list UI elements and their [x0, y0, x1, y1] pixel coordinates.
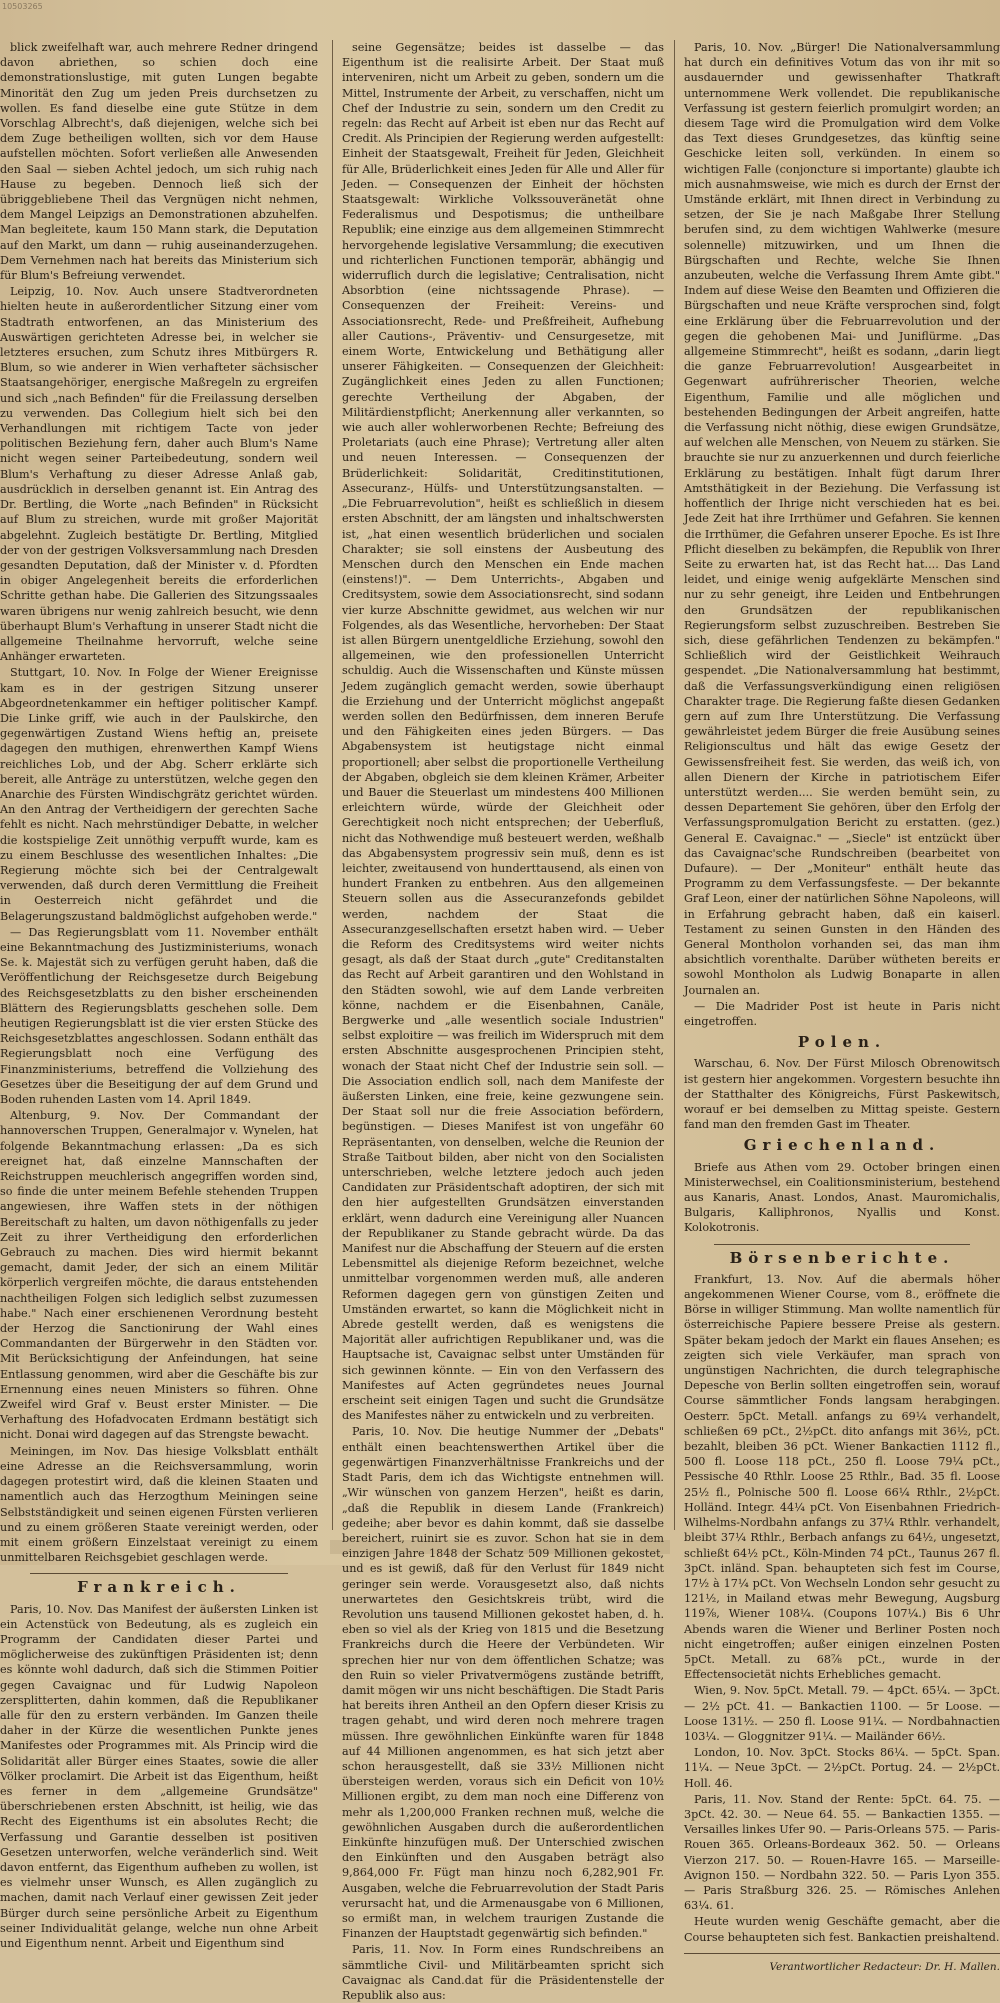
column-right-paragraphs [684, 40, 1000, 1029]
market-report-paragraph: Heute wurden wenig Geschäfte gemacht, aber die Course behaupteten sich fest. Bankactien preishaltend. [684, 1915, 1000, 1944]
editor-credit: Verantwortlicher Redacteur: Dr. H. Mallen. [684, 1953, 1000, 1975]
article-paragraph: Paris, 10. Nov. „Bürger! Die Nationalversammlung hat durch ein definitives Votum das von ihr mit so ausdauernder und gewissenhafter Thatkraft unternommene Werk vollendet. Die republikanische Verfassung ist gestern feierlich promulgirt worden; an diesem Tage wird die Promulgation wird dem Volke das Text dieses Grundgesetzes, das künftig seine Geschicke leiten soll, verkünden. In einem so wichtigen Falle (conjoncture si importante) glaubte ich mich ausnahmsweise, wie mich es durch der Ernst der Umstände erklärt, mit Ihnen direct in Verbindung zu setzen, der Sie je nach Maßgabe Ihrer Stellung berufen sind, zu dem wichtigen Wahlwerke (mesure solennelle) mitzuwirken, und um Ihnen die Bürgschaften und Rechte, welche Sie Ihnen anzubeuten, welche die Verfassung Ihrem Amte gibt." Indem auf diese Weise den Beamten und Offizieren die Bürgschaften und neue Kräfte versprochen sind, folgt eine Erklärung über die Februarrevolution und der gegen die gehobenen Mai- und Juniflürme. „Das allgemeine Stimmrecht", heißt es sodann, „darin liegt die ganze Februarrevolution! Ausgearbeitet in Gegenwart aufrührerischer Theorien, welche Eigenthum, Familie und alle möglichen und bestehenden Bedingungen der Arbeit angreifen, hatte die Verfassung nicht nöthig, diese ewigen Grundsätze, auf welchen alle Menschen, von Neuem zu stärken. Sie brauchte sie nur zu anzuerkennen und durch feierliche Erklärung zu bestätigen. Inhalt fügt darum Ihrer Amtsthätigkeit in der Beziehung. Die Verfassung ist hoffentlich der Ihrige nicht verschieden hat es bei. Jede Zeit hat ihre Irrthümer und Gefahren. Sie kennen die Irrthümer, die Gefahren unserer Epoche. Es ist Ihre Pflicht dieselben zu bekämpfen, die Republik von Ihrer Seite zu erwarten hat, ist das Recht hat.... Das Land leidet, und einige wenig aufgeklärte Menschen sind nur zu sehr geneigt, ihre Leiden und Entbehrungen den Grundsätzen der republikanischen Regierungsform selbst zuzuschreiben. Bestreben Sie sich, diese gefährlichen Tendenzen zu bekämpfen." Schließlich wird der Geistlichkeit Weihrauch gespendet. „Die Nationalversammlung hat bestimmt, daß die Verfassungsverkündigung einen religiösen Charakter trage. Die Regierung faßte diesen Gedanken gern auf zum Ihre Unterstützung. Die Verfassung gewährleistet jedem Bürger die freie Ausübung seines Religionscultus und hält das ewige Gesetz der Gewissensfreiheit fest. Sie werden, das weiß ich, von allen Dienern der Kirche in patriotischem Eifer unterstützt werden.... Sie werden bemüht sein, zu dessen Departement Sie gehören, über den Erfolg der Verfassungspromulgation Bericht zu erstatten. (gez.) General E. Cavaignac." — „Siecle" ist entzückt über das Cavaignac'sche Rundschreiben (bearbeitet von Dufaure). — Der „Moniteur" enthält heute das Programm zu dem Verfassungsfeste. — Der bekannte Graf Leon, einer der natürlichen Söhne Napoleons, will in Erfahrung gebracht haben, daß ein kaiserl. Testament zu seinen Gunsten in den Händen des General Montholon vorhanden sei, das man ihm absichtlich vorenthalte. Darüber wütheten bereits er sowohl Montholon als Ludwig Bonaparte in allen Journalen an. [684, 41, 1000, 997]
column-rule [674, 40, 675, 1530]
market-reports [684, 1272, 1000, 1945]
section-heading-griechenland: Griechenland. [743, 1136, 941, 1155]
article-paragraph: Paris, 10. Nov. Die heutige Nummer der „Debats" enthält einen beachtenswerthen Artikel über die gegenwärtigen Finanzverhältnisse Frankreichs und der Stadt Paris, dem ich das Wichtigste entnehmen will. „Wir wünschen von ganzem Herzen", heißt es darin, „daß die Republik in diesem Lande (Frankreich) gedeihe; aber bevor es dahin kommt, daß sie dasselbe bereichert, ruinirt sie es zuvor. Schon hat sie in dem einzigen Jahre 1848 der Schatz 509 Millionen gekostet, und es ist gewiß, daß für den Verlust für 1849 nicht geringer sein werde. Vorausgesetzt also, daß nichts unerwartetes den Gesichtskreis trübt, wird die Revolution uns tausend Millionen gekostet haben, d. h. eben so viel als der Krieg von 1815 und die Besetzung Frankreichs durch die Heere der Verbündeten. Wir sprechen hier nur von dem öffentlichen Schatze; was den Ruin so vieler Privatvermögens zustände betrifft, damit mögen wir uns nicht beschäftigen. Die Stadt Paris hat bereits ihren Antheil an den Opfern dieser Krisis zu tragen gehabt, und wird deren noch mehrere tragen müssen. Ihre gewöhnlichen Einkünfte waren für 1848 auf 44 Millionen angenommen, es hat sich jetzt aber schon herausgestellt, daß sie 33½ Millionen nicht übersteigen werden, voraus sich ein Deficit von 10½ Millionen ergibt, zu dem man noch eine Differenz von mehr als 1,200,000 Franken rechnen muß, welche die gewöhnlichen Ausgaben durch die außerordentlichen Einkünfte hinzufügen muß. Der Unterschied zwischen den Einkünften und den Ausgaben beträgt also 9,864,000 Fr. Fügt man hinzu noch 6,282,901 Fr. Ausgaben, welche die Februarrevolution der Stadt Paris verursacht hat, und die Armenausgabe von 6 Millionen, so ermißt man, in welchem traurigen Zustande die Finanzen der Hauptstadt gegenwärtig sich befinden." [342, 1425, 664, 1941]
article-paragraph: — Die Madrider Post ist heute in Paris nicht eingetroffen. [684, 999, 1000, 1028]
section-divider [30, 1573, 288, 1574]
article-athen: Briefe aus Athen vom 29. October bringen einen Ministerwechsel, ein Coalitionsministerium, bestehend aus Kanaris, Anast. Londos, Anast. Mauromichalis, Bulgaris, Kalliphronos, Nyallis und Konst. Kolokotronis. [684, 1160, 1000, 1235]
column-left [0, 40, 318, 1950]
article-paragraph: blick zweifelhaft war, auch mehrere Redner dringend davon abriethen, so schien doch eine demonstrationslustige, mit guten Lungen begabte Minorität den Zug um jeden Preis durchsetzen zu wollen. Es fand dieselbe eine gute Stütze in dem Vorschlag Albrecht's, daß diejenigen, welche sich bei dem Zuge betheiligen wollten, sich vor dem Hause aufstellen möchten. Sofort verließen alle Anwesenden den Saal — sieben Achtel jedoch, um sich ruhig nach Hause zu begeben. Dennoch ließ sich der übriggebliebene Theil das Vergnügen nicht nehmen, dem Mangel Leipzigs an Demonstrationen abzuhelfen. Man begleitete, kaum 150 Mann stark, die Deputation auf den Markt, um dann — ruhig auseinanderzugehen. Dem Vernehmen nach hat bereits das Ministerium sich für Blum's Befreiung verwendet. [0, 41, 318, 283]
market-report-paragraph: Paris, 11. Nov. Stand der Rente: 5pCt. 64. 75. — 3pCt. 42. 30. — Neue 64. 55. — Bankactien 1355. — Versailles linkes Ufer 90. — Paris-Orleans 575. — Paris-Rouen 365. Orleans-Bordeaux 362. 50. — Orleans Vierzon 217. 50. — Rouen-Havre 165. — Marseille-Avignon 150. — Nordbahn 322. 50. — Paris Lyon 355. — Paris Straßburg 326. 25. — Römisches Anlehen 63¼. 61. [684, 1792, 1000, 1913]
article-warschau: Warschau, 6. Nov. Der Fürst Milosch Obrenowitsch ist gestern hier angekommen. Vorgestern besuchte ihn der Statthalter des Königreichs, Fürst Paskewitsch, worauf er bei demselben zu Mittag speiste. Gestern fand man den fremden Gast im Theater. [684, 1057, 1000, 1132]
column-middle-paragraphs [342, 40, 664, 2003]
article-paragraph: seine Gegensätze; beides ist dasselbe — das Eigenthum ist die realisirte Arbeit. Der Staat muß interveniren, nicht um Arbeit zu geben, sondern um die Mittel, Instrumente der Arbeit, zu verschaffen, nicht um Chef der Industrie zu sein, sondern um den Credit zu regeln: das Recht auf Arbeit ist eben nur das Recht auf Credit. Als Principien der Regierung werden aufgestellt: Einheit der Staatsgewalt, Freiheit für Jeden, Gleichheit für Alle, Brüderlichkeit eines Jeden für Alle und Aller für Jeden. — Consequenzen der Einheit der höchsten Staatsgewalt: Wirkliche Volkssouveränetät ohne Federalismus und Despotismus; die untheilbare Republik; eine einzige aus dem allgemeinen Stimmrecht hervorgehende legislative Versammlung; die executiven und richterlichen Functionen temporär, abhängig und widerruflich durch die legislative; Centralisation, nicht Absorbtion (eine nichtssagende Phrase). — Consequenzen der Freiheit: Vereins- und Associationsrecht, Rede- und Preßfreiheit, Aufhebung aller Cautions-, Präventiv- und Censurgesetze, mit einem Worte, Entwickelung und Bethätigung aller unserer Fähigkeiten. — Consequenzen der Gleichheit: Zugänglichkeit eines Jeden zu allen Functionen; gerechte Vertheilung der Abgaben, der Militärdienstpflicht; Anerkennung aller verkannten, so wie auch aller wohlerworbenen Rechte; Befreiung des Proletariats (auch eine Phrase); Vertretung aller alten und neuen Interessen. — Consequenzen der Brüderlichkeit: Solidarität, Creditinstitutionen, Assecuranz-, Hülfs- und Unterstützungsanstalten. — „Die Februarrevolution", heißt es schließlich in diesem ersten Abschnitt, der am längsten und inhaltschwersten ist, „hat einen wesentlich brüderlichen und socialen Charakter; sie soll einstens der Ausbeutung des Menschen durch den Menschen ein Ende machen (einstens!)". — Dem Unterrichts-, Abgaben und Creditsystem, sowie dem Associationsrecht, sind sodann vier kurze Abschnitte gewidmet, aus welchen wir nur Folgendes, als das Wesentliche, hervorheben: Der Staat ist allen Bürgern unentgeldliche Erziehung, sowohl den allgemeinen, wie den professionellen Unterricht schuldig. Auch die Wissenschaften und Künste müssen Jedem zugänglich gemacht werden, sowie überhaupt die Erziehung und der Unterricht möglichst angepaßt werden sollen den Bedürfnissen, dem inneren Berufe und den Fähigkeiten eines jeden Bürgers. — Das Abgabensystem ist heutigstage nicht einmal proportionell; aber selbst die proportionelle Vertheilung der Abgaben, obgleich sie dem kleinen Krämer, Arbeiter und Bauer die Steuerlast um mindestens 400 Millionen erleichtern würde, würde der Gleichheit oder Gerechtigkeit noch nicht entsprechen; der Ueberfluß, nicht das Nothwendige muß besteuert werden, weßhalb das Abgabensystem progressiv sein muß, denn es ist leichter, zweitausend von hunderttausend, als einen von hundert Franken zu entbehren. Aus den allgemeinen Steuern sollen aus die Assecuranzefonds gebildet werden, nachdem der Staat die Assecuranzgesellschaften ersetzt haben wird. — Ueber die Reform des Creditsystems wird weiter nichts gesagt, als daß der Staat durch „gute" Creditanstalten das Recht auf Arbeit garantiren und den Wohlstand in den Städten sowohl, wie auf dem Lande verbreiten könne, nachdem er die Eisenbahnen, Canäle, Bergwerke und „alle wesentlich sociale Industrien" selbst exploitire — was freilich im Widerspruch mit dem ersten Abschnitte ausgesprochenen Principien steht, wonach der Staat nicht Chef der Industrie sein soll. — Die Association endlich soll, nach dem Manifeste der äußersten Linken, eine freie, keine gezwungene sein. Der Staat soll nur die freie Association befördern, begünstigen. — Dieses Manifest ist von ungefähr 60 Repräsentanten, von denselben, welche die Reunion der Straße Taitbout bilden, aber nicht von den Socialisten unterschrieben, welche letztere jedoch auch jeden Candidaten zur Präsidentschaft adoptiren, der sich mit den hier aufgestellten Grundsätzen einverstanden erklärt, wenn dadurch eine Vereinigung aller Nuancen der Republikaner zu Stande gebracht würde. Da das Manifest nur die Abschaffung der Steuern auf die ersten Lebensmittel als diejenige Reform bezeichnet, welche unmittelbar vorgenommen werden muß, alle anderen Reformen dagegen gern von günstigen Zeiten und Umständen erwartet, so kann die Möglichkeit nicht in Abrede gestellt werden, daß es wenigstens die Majorität aller aufrichtigen Republikaner und, was die Hauptsache ist, Cavaignac selbst unter Umständen für sich gewinnen könnte. — Ein von den Verfassern des Manifestes auf Acten gegründetes neues Journal erscheint seit einigen Tagen und sucht die Grundsätze des Manifestes näher zu entwickeln und zu verbreiten. [342, 41, 664, 1423]
article-paragraph: Paris, 11. Nov. In Form eines Rundschreibens an sämmtliche Civil- und Militärbeamten spricht sich Cavaignac als Cand.dat für die Präsidentenstelle der Republik also aus: [342, 1943, 664, 2002]
footer-imprint [330, 1540, 670, 1554]
section-divider [714, 1244, 970, 1245]
market-report-paragraph: London, 10. Nov. 3pCt. Stocks 86¼. — 5pCt. Span. 11¼. — Neue 3pCt. — 2½pCt. Portug. 24. — 2½pCt. Holl. 46. [684, 1746, 1000, 1790]
archive-stamp: 10503265 [2, 2, 43, 11]
column-middle [342, 40, 664, 2002]
market-report-paragraph: Frankfurt, 13. Nov. Auf die abermals höher angekommenen Wiener Course, vom 8., eröffnete die Börse in williger Stimmung. Man wollte namentlich für österreichische Papiere bessere Preise als gestern. Später bekam jedoch der Markt ein flaues Ansehen; es zeigten sich viele Verkäufer, man sprach von ungünstigen Nachrichten, die durch telegraphische Depesche von Berlin sollten eingetroffen sein, worauf Course sämmtlicher Fonds langsam herabgingen. Oesterr. 5pCt. Metall. anfangs zu 69¼ verhandelt, schließen 69 pCt., 2½pCt. dito anfangs mit 36½, pCt. bezahlt, bleiben 36 pCt. Wiener Bankactien 1112 fl., 500 fl. Loose 118 pCt., 250 fl. Loose 79¼ pCt., Pessische 40 Rthlr. Loose 25 Rthlr., Bad. 35 fl. Loose 25½ fl., Polnische 500 fl. Loose 66¼ Rthlr., 2½pCt. Holländ. Integr. 44¼ pCt. Von Eisenbahnen Friedrich-Wilhelms-Nordbahn anfangs zu 37¼ Rthlr. verhandelt, bleibt 37¼ Rthlr., Berbach anfangs zu 64½, ungesetzt, schließt 64½ pCt., Köln-Minden 74 pCt., Taunus 267 fl. 3pCt. inländ. Span. behaupteten sich fest im Course, 17½ à 17¼ pCt. Von Wechseln London sehr gesucht zu 121½, in Mailand etwas mehr Bewegung, Augsburg 119⅞, Wiener 108¼. (Coupons 107¼.) Bis 6 Uhr Abends waren die Wiener und Berliner Posten noch nicht eingetroffen; außer einigen einzelnen Posten 5pCt. Metall. zu 68⅞ pCt., wurde in der Effectensocietät nichts Erhebliches gemacht. [684, 1272, 1000, 1682]
column-left-paragraphs-after [0, 1602, 318, 1952]
article-paragraph: Leipzig, 10. Nov. Auch unsere Stadtverordneten hielten heute in außerordentlicher Sitzung einer vom Stadtrath entworfenen, an das Ministerium des Auswärtigen gerichteten Adresse bei, in welcher sie letzteres ersuchen, zum Schutz ihres Mitbürgers R. Blum, so wie anderer in Wien verhafteter sächsischer Staatsangehöriger, energische Maßregeln zu ergreifen und sich „nach Befinden" für die Freilassung derselben zu verwenden. Das Collegium hielt sich bei den Verhandlungen mit richtigem Tacte von jeder politischen Beziehung fern, daher auch Blum's Name nicht wegen seiner Parteibedeutung, sondern weil Blum's Verhaftung zu dieser Adresse Anlaß gab, ausdrücklich in derselben genannt ist. Ein Antrag des Dr. Bertling, die Worte „nach Befinden" in Rücksicht auf Blum zu streichen, wurde mit großer Majorität abgelehnt. Zugleich bestätigte Dr. Bertling, Mitglied der von der gestrigen Volksversammlung nach Dresden gesandten Deputation, daß der Minister v. d. Pfordten in obiger Angelegenheit bereits die erforderlichen Schritte gethan habe. Die Gallerien des Sitzungssaales waren übrigens nur wenig zahlreich besucht, wie denn überhaupt Blum's Verhaftung in unserer Stadt nicht die allgemeine Theilnahme hervorruft, welche seine Anhänger erwarteten. [0, 285, 318, 664]
article-paragraph: Altenburg, 9. Nov. Der Commandant der hannoverschen Truppen, Generalmajor v. Wynelen, hat folgende Bekanntmachung erlassen: „Da es sich ereignet hat, daß einzelne Mannschaften der Reichstruppen meuchlerisch angegriffen worden sind, so finde die unter meinem Befehle stehenden Truppen angewiesen, ihre Waffen stets in der nöthigen Bereitschaft zu halten, um davon nöthigenfalls zu jeder Zeit zu ihrer Vertheidigung den erforderlichen Gebrauch zu machen. Dies wird hiermit bekannt gemacht, damit Jeder, der sich an einem Militär körperlich vergreifen möchte, die daraus entstehenden nachtheiligen Folgen sich lediglich selbst zuzumessen habe." Nach einer erschienenen Verordnung besteht der Herzog die Sanctionirung der Wahl eines Commandanten der Bürgerwehr in den Städten vor. Mit Berücksichtigung der Anfeindungen, hat seine Entlassung genommen, wird aber die Geschäfte bis zur Ernennung eines neuen Ministers so führen. Ohne Zweifel wird Graf v. Beust erster Minister. — Die Verhaftung des Hofadvocaten Erdmann bestätigt sich nicht. Donai wird dagegen auf das Strengste bewacht. [0, 1109, 318, 1442]
column-left-paragraphs [0, 40, 318, 1565]
market-report-paragraph: Wien, 9. Nov. 5pCt. Metall. 79. — 4pCt. 65¼. — 3pCt. — 2½ pCt. 41. — Bankactien 1100. — 5r Loose. — Loose 131½. — 250 fl. Loose 91¼. — Nordbahnactien 103¼. — Gloggnitzer 91¼. — Mailänder 66½. [684, 1684, 1000, 1743]
column-right [684, 40, 1000, 1973]
article-paragraph: Meiningen, im Nov. Das hiesige Volksblatt enthält eine Adresse an die Reichsversammlung, worin dagegen protestirt wird, daß die kleinen Staaten und namentlich auch das Herzogthum Meiningen seine Selbstständigkeit und seinen eigenen Fürsten verlieren und zu einem größeren Staate vereinigt werden, oder mit einem größern Einzelstaat vereinigt zu einem unmittelbaren Reichsgebiet geschlagen werde. [0, 1444, 318, 1565]
column-rule [332, 40, 333, 1530]
section-heading-polen: Polen. [797, 1033, 887, 1052]
article-paragraph: Paris, 10. Nov. Das Manifest der äußersten Linken ist ein Actenstück von Bedeutung, als es zugleich ein Programm der Candidaten dieser Partei und möglicherweise des zukünftigen Präsidenten ist; denn es könnte wohl dadurch, daß sich die Stimmen Poitier gegen Cavaignac und für Ludwig Napoleon zersplitterten, dahin kommen, daß die Republikaner alle für den zu erstern verbänden. Im Ganzen theile daher in der Kürze die wesentlichen Punkte jenes Manifestes oder Programmes mit. Als Princip wird die Solidarität aller Bürger eines Staates, sowie die aller Völker proclamirt. Die Arbeit ist das Eigenthum, heißt es ferner in dem „allgemeine Grundsätze" überschriebenen ersten Abschnitt, ist heilig, wie das Recht des Eigenthums ist ein absolutes Recht; die Verfassung und Garantie desselben ist positiven Gesetzen unterworfen, welche veränderlich sind. Weit davon entfernt, das Eigenthum aufheben zu wollen, ist es vielmehr unser Wunsch, es Allen zugänglich zu machen, damit nach Verlauf einer gewissen Zeit jeder Bürger durch seine persönliche Arbeit zu Eigenthum seiner Individualität gelange, welche nun ohne Arbeit und Eigenthum nennt. Arbeit und Eigenthum sind [0, 1602, 318, 1950]
section-heading-boersen: Börsenberichte. [729, 1248, 955, 1267]
article-paragraph: — Das Regierungsblatt vom 11. November enthält eine Bekanntmachung des Justizministeriums, wonach Se. k. Majestät sich zu verfügen geruht haben, daß die Veröffentlichung der Reichsgesetze durch Beigebung des Reichsgesetzblatts zu den bisher erscheinenden Blättern des Regierungsblatts geschehen solle. Dem heutigen Regierungsblatt ist die vier ersten Stücke des Reichsgesetzblattes angeschlossen. Sodann enthält das Regierungsblatt noch eine Verfügung des Finanzministeriums, betreffend die Vollziehung des Gesetzes über die Beseitigung der auf dem Grund und Boden ruhenden Lasten vom 14. April 1849. [0, 925, 318, 1107]
section-heading-frankreich: Frankreich. [77, 1578, 241, 1597]
article-paragraph: Stuttgart, 10. Nov. In Folge der Wiener Ereignisse kam es in der gestrigen Sitzung unserer Abgeordnetenkammer ein heftiger politischer Kampf. Die Linke griff, wie auch in der Paulskirche, den gegenwärtigen Zustand Wiens heftig an, preisete dagegen den muthigen, ehrenwerthen Kampf Wiens reichliches Lob, und der Abg. Scherr erklärte sich bereit, alle Anträge zu unterstützen, welche gegen den Anarchie des Fürsten Windischgrätz gerichtet würden. An den Antrag der Vertheidigern der gerechten Sache fehlt es nicht. Nach mehrstündiger Debatte, in welcher die kostspielige Zeit unnöthig verpufft wurde, kam es zu einem Beschlusse des wesentlichen Inhaltes: „Die Regierung möchte sich bei der Centralgewalt verwenden, daß durch deren Vermittlung die Freiheit in Oesterreich nicht gefährdet und die Belagerungszustand baldmöglichst aufgehoben werde." [0, 666, 318, 923]
